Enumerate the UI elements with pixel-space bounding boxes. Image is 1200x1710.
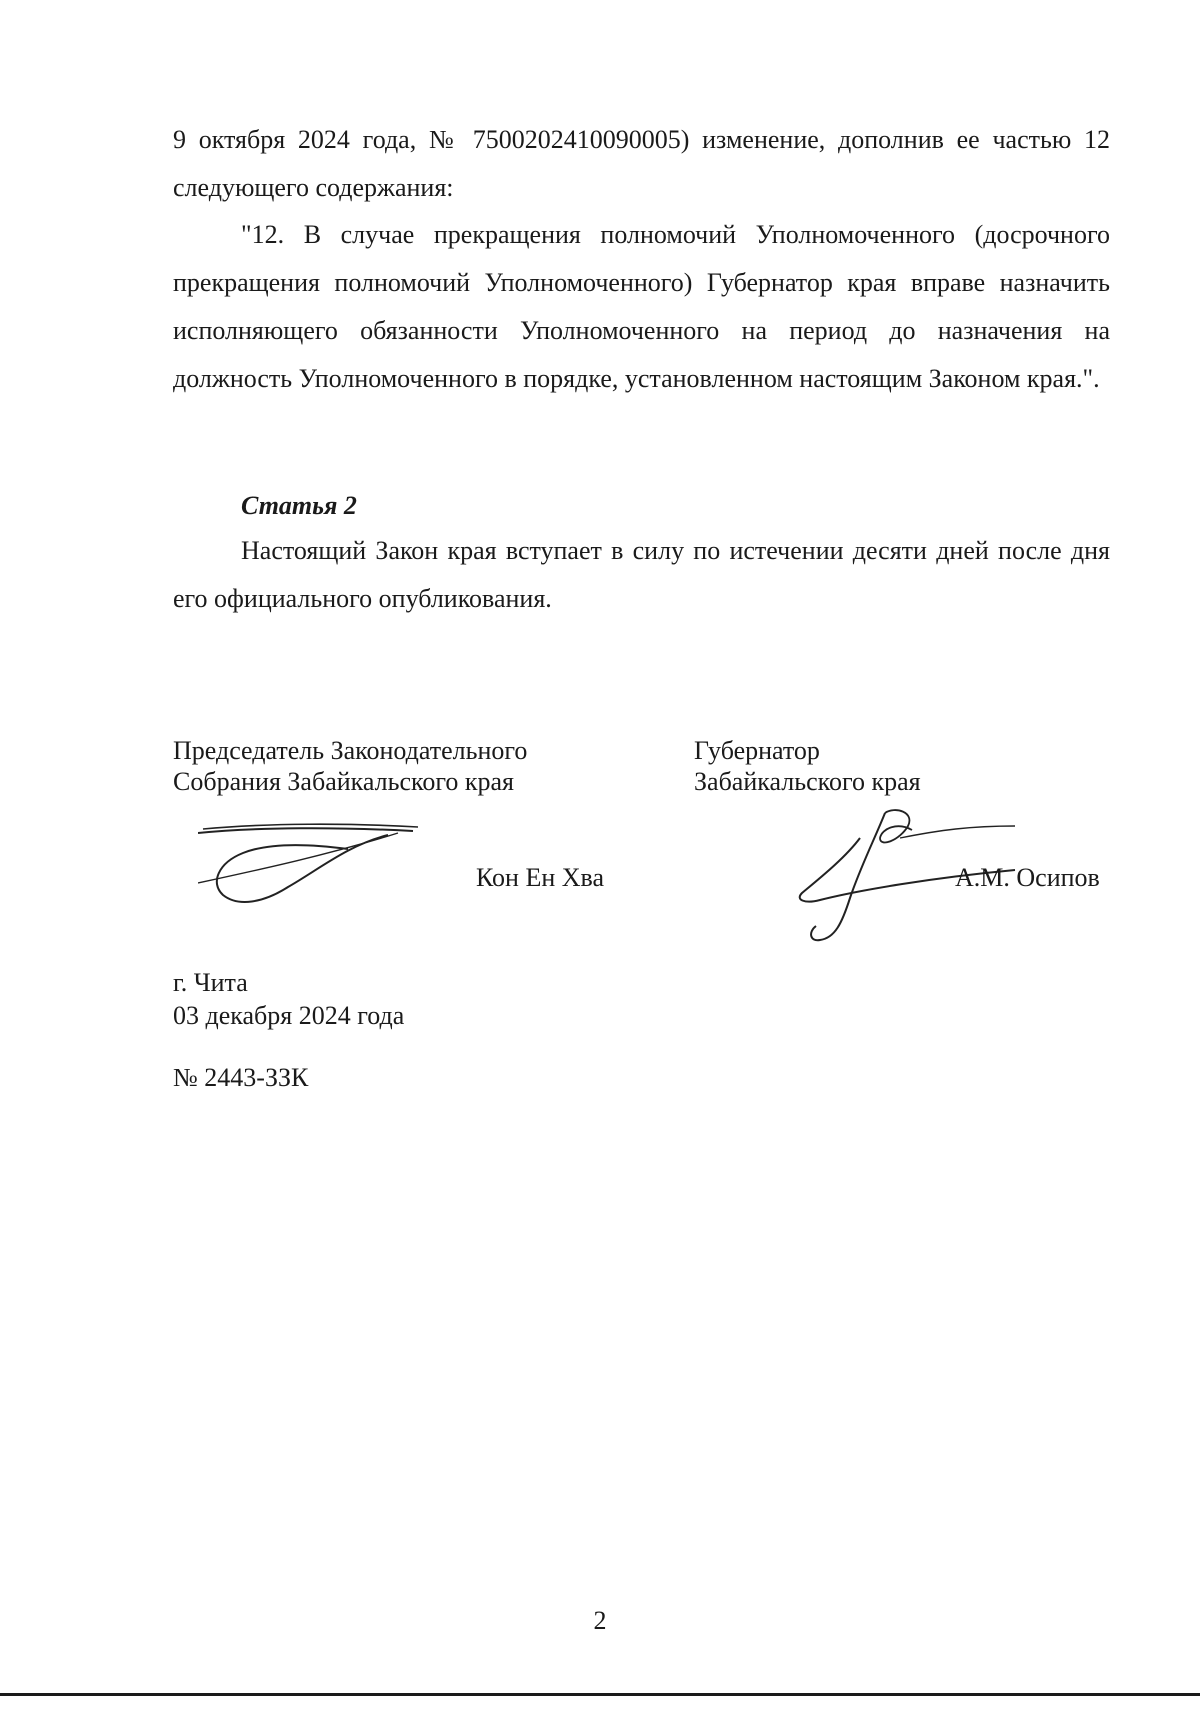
paragraph-article1-quote: "12. В случае прекращения полномочий Уполномоченного (досрочного прекращения полномочий Уполномоченного) Губернатор края вправе назначить исполняющего обязанности Уполномоченного на период до назначения на должность Уполномоченного в порядке, установленном настоящим Законом края.". <box>173 220 1110 393</box>
chair-handwritten-signature <box>198 815 428 915</box>
paragraph-continuation: 9 октября 2024 года, № 7500202410090005) изменение, дополнив ее частью 12 следующего содержания: <box>173 125 1110 202</box>
chair-title <box>173 735 613 797</box>
governor-title <box>694 735 1054 797</box>
chair-title-line2: Собрания Забайкальского края <box>173 767 514 796</box>
chair-title-line1: Председатель Законодательного <box>173 736 528 765</box>
law-number: № 2443-ЗЗК <box>173 1063 309 1092</box>
governor-title-line2: Забайкальского края <box>694 767 921 796</box>
page-number: 2 <box>593 1606 607 1635</box>
bottom-rule <box>0 1693 1200 1696</box>
governor-title-line1: Губернатор <box>694 736 820 765</box>
signing-date: 03 декабря 2024 года <box>173 1001 405 1030</box>
place-of-signing: г. Чита <box>173 968 248 997</box>
article-2-heading: Статья 2 <box>241 491 357 520</box>
chair-name: Кон Ен Хва <box>476 863 605 892</box>
governor-name: А.М. Осипов <box>955 863 1100 892</box>
paragraph-article2: Настоящий Закон края вступает в силу по истечении десяти дней после дня его официального опубликования. <box>173 536 1110 613</box>
